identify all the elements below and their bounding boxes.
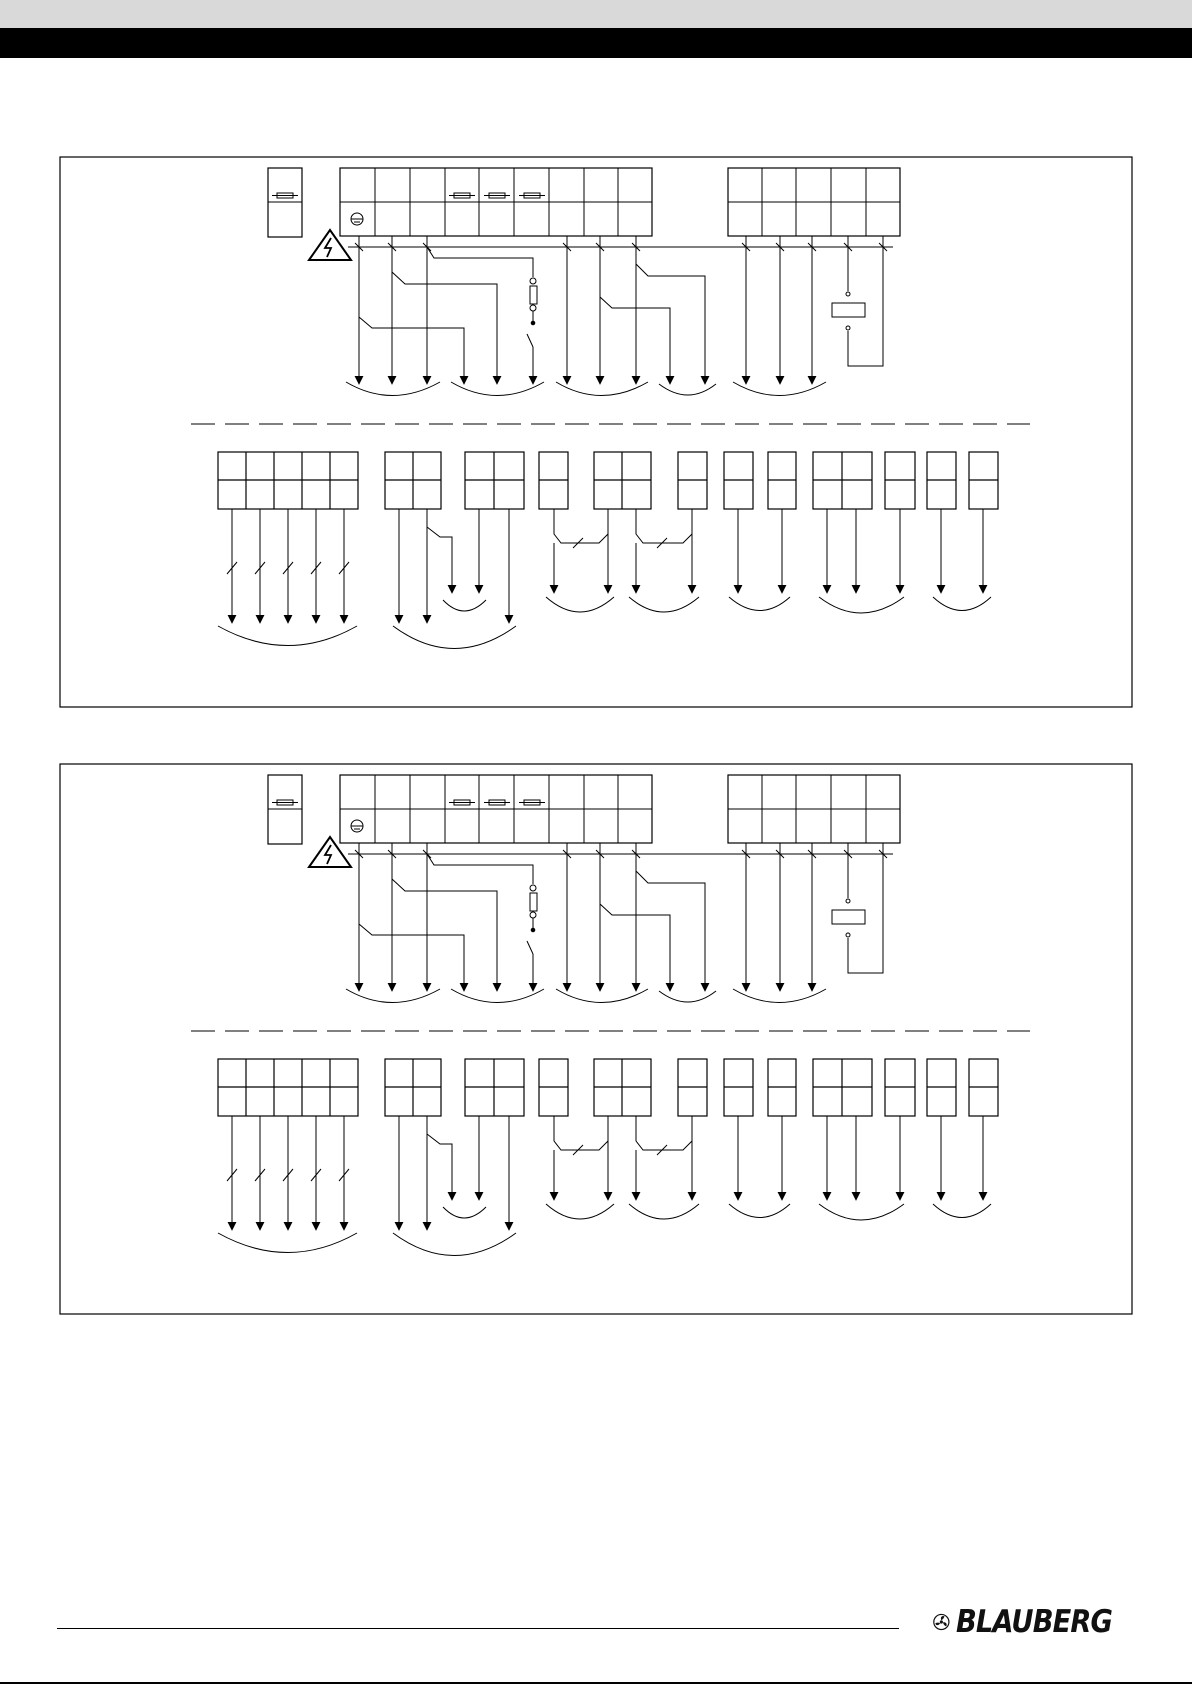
fan-logo-icon [933, 1601, 950, 1643]
wiring-diagram-1 [60, 157, 1132, 707]
wiring-diagram-2 [60, 764, 1132, 1314]
footer-divider [57, 1628, 899, 1629]
brand-logo [933, 1597, 1133, 1647]
bottom-divider [0, 1682, 1192, 1684]
logo-text: BLAUBERG [955, 1604, 1112, 1640]
